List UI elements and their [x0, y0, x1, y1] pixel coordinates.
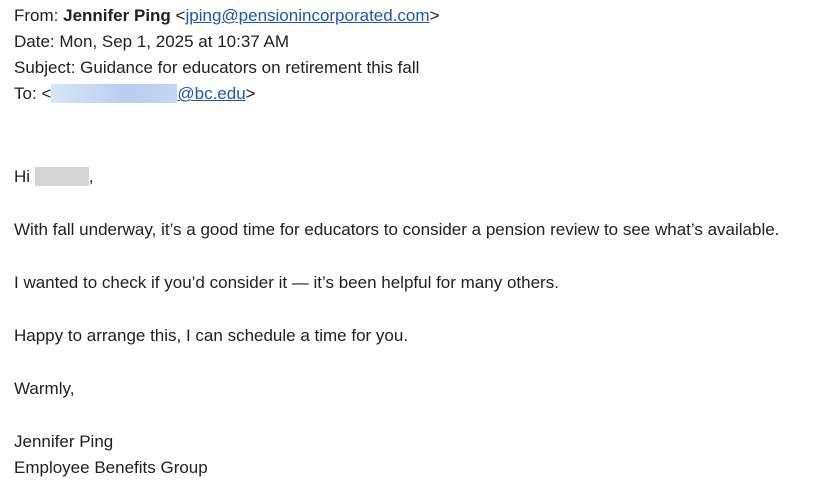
date-label: Date: [14, 32, 55, 51]
subject-line [14, 57, 826, 83]
recipient-email-link[interactable]: @bc.edu [177, 84, 246, 103]
email-view [14, 5, 826, 477]
signature-org: Employee Benefits Group [14, 458, 208, 477]
date-line [14, 31, 826, 57]
from-label: From: [14, 6, 59, 25]
recipient-email-wrapper: < @bc.edu> [41, 84, 256, 103]
body-paragraph-2: I wanted to check if you’d consider it — it’s been helpful for many others. [14, 273, 559, 292]
redacted-recipient-name [35, 167, 89, 186]
sender-name: Jennifer Ping [63, 6, 171, 25]
body-paragraph-3: Happy to arrange this, I can schedule a time for you. [14, 326, 409, 345]
date-value: Mon, Sep 1, 2025 at 10:37 AM [59, 32, 290, 51]
body-paragraph-1: With fall underway, it’s a good time for educators to consider a pension review to see what’s available. [14, 220, 780, 239]
subject-label: Subject: [14, 58, 76, 77]
sender-email-link[interactable]: jping@pensionincorporated.com [185, 6, 430, 25]
closing: Warmly, [14, 379, 75, 398]
redacted-recipient-username [51, 84, 177, 103]
sender-email-wrapper: <jping@pensionincorporated.com> [175, 6, 440, 25]
signature-name: Jennifer Ping [14, 432, 114, 451]
to-label: To: [14, 84, 37, 103]
greeting [14, 166, 94, 188]
to-line [14, 83, 826, 109]
greeting-suffix: , [88, 167, 94, 186]
from-line [14, 5, 826, 31]
greeting-prefix: Hi [14, 167, 31, 186]
subject-value: Guidance for educators on retirement this fall [80, 58, 420, 77]
